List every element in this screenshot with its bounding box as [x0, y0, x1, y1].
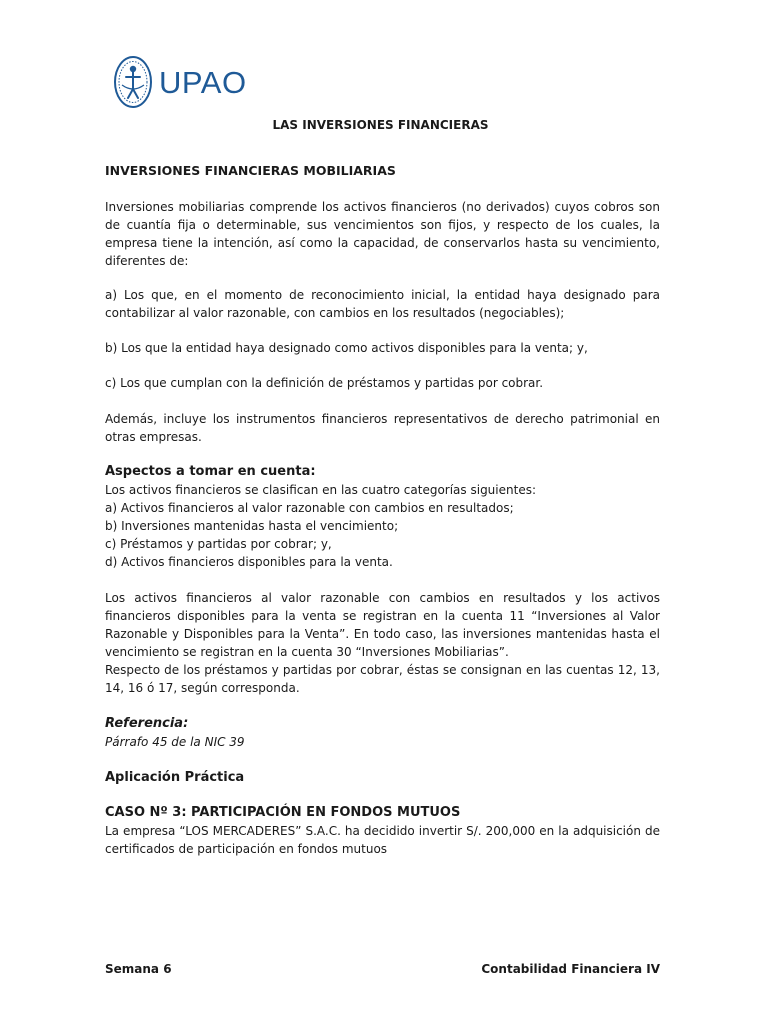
prestamos-paragraph: Respecto de los préstamos y partidas por cobrar, éstas se consignan en las cuentas 12, 13, 14, 16 ó 17, según corresponda.	[105, 663, 660, 695]
caso-heading: CASO Nº 3: PARTICIPACIÓN EN FONDOS MUTUOS	[105, 805, 461, 820]
list-item: c) Los que cumplan con la definición de préstamos y partidas por cobrar.	[105, 376, 544, 390]
page-footer	[105, 962, 660, 976]
footer-course: Contabilidad Financiera IV	[481, 962, 660, 976]
referencia-heading: Referencia:	[105, 716, 189, 731]
university-seal-icon	[113, 55, 153, 109]
category-item: c) Préstamos y partidas por cobrar; y,	[105, 537, 332, 551]
category-item: a) Activos financieros al valor razonable con cambios en resultados;	[105, 501, 514, 515]
category-item: d) Activos financieros disponibles para la venta.	[105, 555, 393, 569]
brand-name: UPAO	[159, 64, 247, 100]
list-item: a) Los que, en el momento de reconocimiento inicial, la entidad haya designado para contabilizar al valor razonable, con cambios en los resultados (negociables);	[105, 288, 660, 320]
intro-paragraph: Inversiones mobiliarias comprende los activos financieros (no derivados) cuyos cobros son de cuantía fija o determinable, sus vencimientos son fijos, y respecto de los cuales, la empresa tiene la intención, así como la capacidad, de conservarlos hasta su vencimiento, diferentes de:	[105, 200, 660, 268]
aplicacion-heading: Aplicación Práctica	[105, 770, 245, 785]
aspectos-intro: Los activos financieros se clasifican en las cuatro categorías siguientes:	[105, 483, 536, 497]
upao-logo	[113, 54, 247, 110]
caso-paragraph: La empresa “LOS MERCADERES” S.A.C. ha decidido invertir S/. 200,000 en la adquisición de certificados de participación en fondos mutuos	[105, 824, 660, 856]
category-item: b) Inversiones mantenidas hasta el vencimiento;	[105, 519, 399, 533]
aspectos-heading: Aspectos a tomar en cuenta:	[105, 464, 316, 479]
registro-paragraph: Los activos financieros al valor razonable con cambios en resultados y los activos financieros disponibles para la venta se registran en la cuenta 11 “Inversiones al Valor Razonable y Disponibles para la Venta”. En todo caso, las inversiones mantenidas hasta el vencimiento se registran en la cuenta 30 “Inversiones Mobiliarias”.	[105, 591, 660, 659]
ademas-paragraph: Además, incluye los instrumentos financieros representativos de derecho patrimonial en otras empresas.	[105, 412, 660, 444]
document-title: LAS INVERSIONES FINANCIERAS	[272, 118, 489, 132]
section-heading: INVERSIONES FINANCIERAS MOBILIARIAS	[105, 163, 396, 178]
referencia-text: Párrafo 45 de la NIC 39	[105, 735, 245, 749]
list-item: b) Los que la entidad haya designado como activos disponibles para la venta; y,	[105, 341, 588, 355]
document-body	[105, 116, 660, 858]
footer-week: Semana 6	[105, 962, 172, 976]
